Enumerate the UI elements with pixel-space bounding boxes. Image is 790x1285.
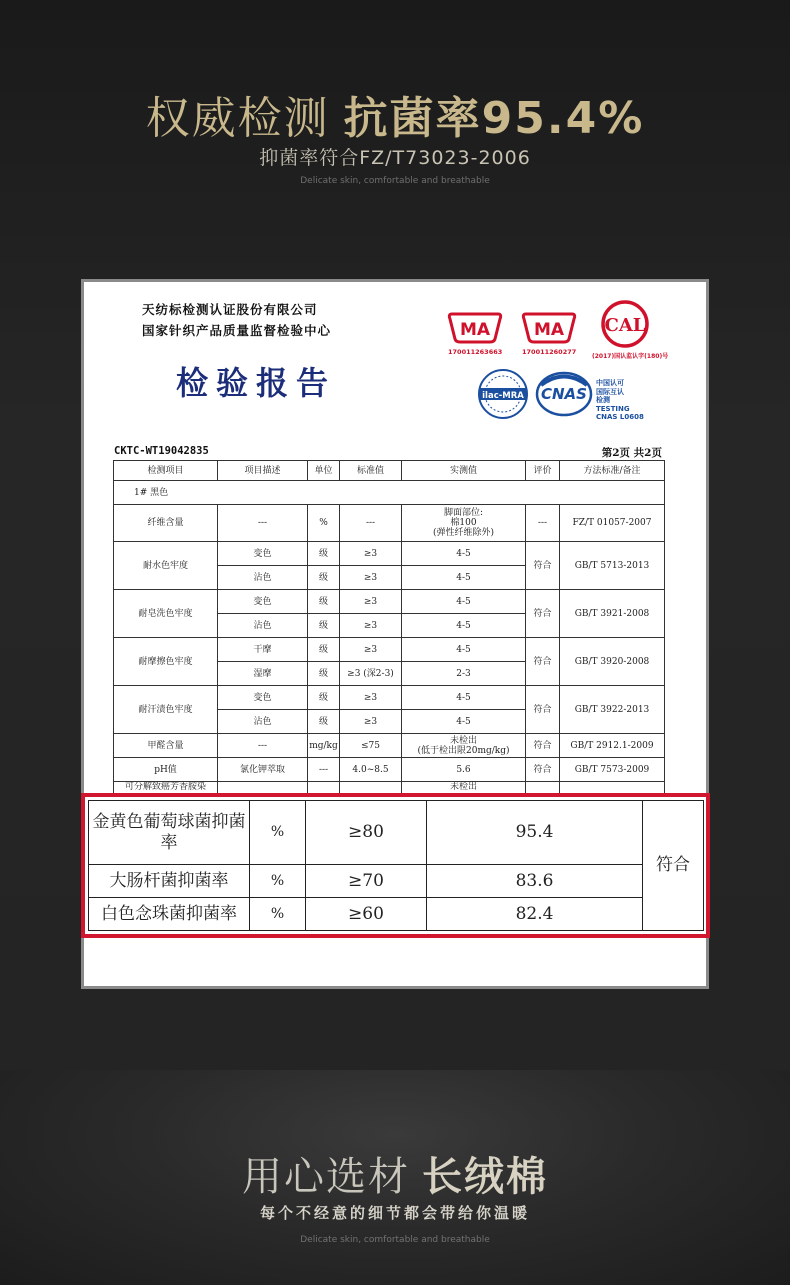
- item-eval: 符合: [526, 542, 560, 590]
- item-name: 耐摩擦色牢度: [114, 638, 218, 686]
- item-value: 5.6: [402, 758, 526, 782]
- cal-logo-caption: (2017)国认监认字(180)号: [592, 353, 669, 360]
- table-row: [114, 734, 665, 758]
- ma-logo-2-code: 170011260277: [522, 348, 577, 356]
- bacteria-unit: %: [250, 865, 306, 898]
- antibacterial-table: [88, 800, 704, 931]
- item-unit: ---: [308, 758, 340, 782]
- table-row: [114, 505, 665, 542]
- item-value: 4-5: [402, 590, 526, 614]
- column-header: 项目描述: [218, 461, 308, 481]
- item-std: ≥3: [340, 710, 402, 734]
- item-name: 耐皂洗色牢度: [114, 590, 218, 638]
- item-desc: 变色: [218, 590, 308, 614]
- item-desc: 沾色: [218, 710, 308, 734]
- bacteria-std: ≥80: [306, 801, 427, 865]
- headline-tagline: Delicate skin, comfortable and breathable: [300, 176, 490, 186]
- column-header: 方法标准/备注: [560, 461, 665, 481]
- item-desc: 干摩: [218, 638, 308, 662]
- item-value: 4-5: [402, 710, 526, 734]
- item-std: ≥3: [340, 686, 402, 710]
- item-std: ≥3 (深2-3): [340, 662, 402, 686]
- item-std: ≥3: [340, 638, 402, 662]
- footer-headline: [0, 1145, 790, 1202]
- item-desc: 变色: [218, 542, 308, 566]
- bacteria-name: 白色念珠菌抑菌率: [89, 898, 250, 931]
- table-row: [114, 758, 665, 782]
- item-unit: 级: [308, 686, 340, 710]
- table-row: [114, 542, 665, 566]
- table-row: [114, 638, 665, 662]
- item-name: 甲醛含量: [114, 734, 218, 758]
- item-std: ≥3: [340, 542, 402, 566]
- item-value: 4-5: [402, 566, 526, 590]
- sample-row: [114, 481, 665, 505]
- item-unit: 级: [308, 662, 340, 686]
- headline-subtitle: 抑菌率符合FZ/T73023-2006: [259, 147, 531, 169]
- item-value: 4-5: [402, 614, 526, 638]
- antibacterial-highlight: [81, 793, 710, 938]
- item-std: ≥3: [340, 614, 402, 638]
- bacteria-unit: %: [250, 898, 306, 931]
- org-name-2: 国家针织产品质量监督检验中心: [142, 323, 332, 338]
- item-method: GB/T 3922-2013: [560, 686, 665, 734]
- item-std: ≥3: [340, 566, 402, 590]
- ma-logo-2: [520, 311, 578, 345]
- bacteria-std: ≥70: [306, 865, 427, 898]
- column-header: 评价: [526, 461, 560, 481]
- antibacterial-row: [89, 801, 704, 865]
- item-unit: 级: [308, 590, 340, 614]
- item-eval: 符合: [526, 638, 560, 686]
- item-name: 耐汗渍色牢度: [114, 686, 218, 734]
- column-header: 实测值: [402, 461, 526, 481]
- report-number: CKTC-WT19042835: [114, 445, 209, 457]
- value-line: (弹性纤维除外): [432, 528, 495, 538]
- item-std: 4.0~8.5: [340, 758, 402, 782]
- column-header: 检测项目: [114, 461, 218, 481]
- item-value: 4-5: [402, 686, 526, 710]
- item-desc: ---: [218, 505, 308, 542]
- item-unit: 级: [308, 614, 340, 638]
- item-unit: %: [308, 505, 340, 542]
- table-row: [114, 686, 665, 710]
- column-header: 单位: [308, 461, 340, 481]
- headline-light: 权威检测: [145, 93, 330, 144]
- cal-logo-text: CAL: [604, 315, 646, 336]
- value-line: (低于检出限20mg/kg): [417, 745, 510, 756]
- table-header-row: [114, 461, 665, 481]
- cnas-logo-text: CNAS: [541, 385, 587, 403]
- item-unit: 级: [308, 542, 340, 566]
- item-eval: 符合: [526, 758, 560, 782]
- item-desc: 变色: [218, 686, 308, 710]
- headline-bold: 抗菌率95.4%: [343, 93, 645, 144]
- item-value: 4-5: [402, 542, 526, 566]
- cnas-caption: 中国认可 国际互认 检测 TESTING CNAS L0608: [596, 379, 644, 421]
- org-name-1: 天纺标检测认证股份有限公司: [142, 302, 318, 317]
- item-unit: 级: [308, 710, 340, 734]
- item-name: pH值: [114, 758, 218, 782]
- item-method: GB/T 3920-2008: [560, 638, 665, 686]
- item-desc: 湿摩: [218, 662, 308, 686]
- ma-logo-1: [446, 311, 504, 345]
- item-value: 未检出: [402, 782, 526, 796]
- footer-headline-light: 用心选材: [242, 1154, 410, 1200]
- table-row: [114, 590, 665, 614]
- main-headline: [0, 82, 790, 146]
- item-name: 纤维含量: [114, 505, 218, 542]
- value-line: 未检出: [449, 735, 477, 746]
- ilac-logo-text: ilac-MRA: [482, 391, 524, 401]
- report-title: 检验报告: [176, 364, 337, 402]
- item-desc: ---: [218, 734, 308, 758]
- footer-tagline: Delicate skin, comfortable and breathable: [300, 1235, 490, 1245]
- report-table: [113, 460, 665, 796]
- item-unit: 级: [308, 638, 340, 662]
- footer-headline-bold: 长绒棉: [422, 1154, 548, 1200]
- column-header: 标准值: [340, 461, 402, 481]
- item-name: 耐水色牢度: [114, 542, 218, 590]
- item-std: ≤75: [340, 734, 402, 758]
- item-eval: 符合: [526, 734, 560, 758]
- bacteria-value: 83.6: [427, 865, 643, 898]
- bacteria-unit: %: [250, 801, 306, 865]
- bacteria-name: 金黄色葡萄球菌抑菌率: [89, 801, 250, 865]
- item-eval: 符合: [526, 686, 560, 734]
- item-value: 2-3: [402, 662, 526, 686]
- antibacterial-eval: 符合: [643, 801, 704, 931]
- item-std: ≥3: [340, 590, 402, 614]
- item-method: GB/T 5713-2013: [560, 542, 665, 590]
- item-value: [402, 505, 526, 542]
- ilac-mra-logo: [476, 367, 530, 421]
- item-desc: 沾色: [218, 614, 308, 638]
- item-value: 4-5: [402, 638, 526, 662]
- antibacterial-row: [89, 898, 704, 931]
- item-method: FZ/T 01057-2007: [560, 505, 665, 542]
- value-line: 棉100: [450, 518, 477, 528]
- item-method: GB/T 7573-2009: [560, 758, 665, 782]
- value-line: 脚面部位:: [443, 508, 484, 518]
- footer-subtitle: 每个不经意的细节都会带给你温暖: [259, 1204, 530, 1222]
- bacteria-value: 95.4: [427, 801, 643, 865]
- item-unit: 级: [308, 566, 340, 590]
- item-eval: ---: [526, 505, 560, 542]
- item-name: 可分解致癌芳香胺染: [114, 782, 218, 796]
- bacteria-name: 大肠杆菌抑菌率: [89, 865, 250, 898]
- sample-label: 1# 黑色: [114, 481, 665, 505]
- ma-logo-1-code: 170011263663: [448, 348, 503, 356]
- item-desc: 氯化钾萃取: [218, 758, 308, 782]
- bacteria-std: ≥60: [306, 898, 427, 931]
- ma-logo-2-text: MA: [533, 320, 565, 340]
- item-eval: 符合: [526, 590, 560, 638]
- bacteria-value: 82.4: [427, 898, 643, 931]
- cal-logo: [599, 299, 651, 349]
- item-value: [402, 734, 526, 758]
- item-std: ---: [340, 505, 402, 542]
- page-number: 第2页 共2页: [601, 447, 662, 459]
- item-desc: 沾色: [218, 566, 308, 590]
- item-method: GB/T 2912.1-2009: [560, 734, 665, 758]
- cnas-logo: [535, 370, 593, 418]
- item-method: GB/T 3921-2008: [560, 590, 665, 638]
- item-unit: mg/kg: [308, 734, 340, 758]
- ma-logo-1-text: MA: [459, 320, 491, 340]
- antibacterial-row: [89, 865, 704, 898]
